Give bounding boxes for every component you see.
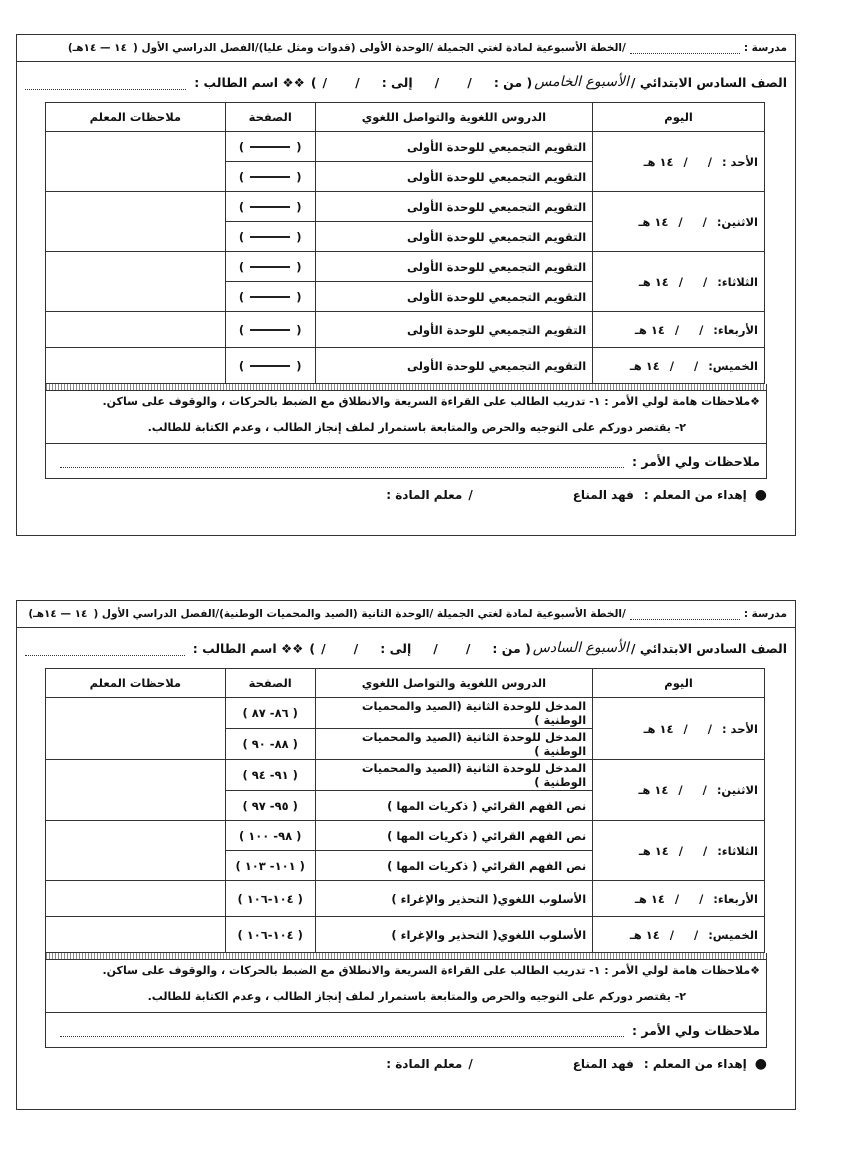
page-cell: ( ١٠٤-١٠٦ ) xyxy=(225,881,315,917)
page-cell[interactable]: () xyxy=(225,132,315,162)
lesson-cell: التقويم التجميعي للوحدة الأولى xyxy=(315,252,593,282)
table-row xyxy=(46,821,765,851)
table-row xyxy=(46,252,765,282)
week-row: الصف السادس الابتدائي / الأسبوع الخامس ( من : / / إلى : / / ) ❖❖ اسم الطالب : xyxy=(17,62,795,102)
school-label: مدرسة : xyxy=(743,608,787,620)
page-cell: ( ٨٨- ٩٠ ) xyxy=(225,729,315,760)
guardian-note-2: ٢- يقتصر دوركم على التوجيه والحرص والمتابعة باستمرار لملف إنجاز الطالب ، وعدم الكتابة للطالب. xyxy=(147,990,686,1003)
lesson-cell: نص الفهم القرائي ( ذكريات المها ) xyxy=(315,791,593,821)
plan-title: /الخطة الأسبوعية لمادة لغتي الجميلة /الوحدة الأولى (قدوات ومثل عليا)/الفصل الدراسي الأول ( xyxy=(133,42,626,54)
school-year: ١٤ — ١٤هـ) xyxy=(67,42,127,54)
to-label: إلى : xyxy=(380,640,412,656)
guardian-note-1: ❖ملاحظات هامة لولي الأمر : ١- تدريب الطالب على القراءة السريعة والانطلاق مع الضبط بالحركات ، والوقوف على ساكن. xyxy=(102,964,760,977)
student-name-label: ❖❖ اسم الطالب : xyxy=(192,640,304,656)
page-cell: ( ٩٥- ٩٧ ) xyxy=(225,791,315,821)
student-name-label: ❖❖ اسم الطالب : xyxy=(194,74,305,90)
col-lessons: الدروس اللغوية والتواصل اللغوي xyxy=(315,669,593,698)
plan-footer: ● إهداء من المعلم : فهد المناع / معلم المادة : xyxy=(386,487,767,503)
teacher-notes-cell[interactable] xyxy=(46,698,226,760)
teacher-notes-cell[interactable] xyxy=(46,821,226,881)
grade-label: الصف السادس الابتدائي / xyxy=(630,640,787,656)
student-name-field[interactable] xyxy=(25,75,186,90)
page-cell: ( ١٠١- ١٠٣ ) xyxy=(225,851,315,881)
page-cell[interactable]: () xyxy=(225,348,315,384)
col-lessons: الدروس اللغوية والتواصل اللغوي xyxy=(315,103,593,132)
teacher-notes-cell[interactable] xyxy=(46,881,226,917)
gift-label: إهداء من المعلم : xyxy=(643,1057,747,1071)
table-row xyxy=(46,312,765,348)
page-cell: ( ٩١- ٩٤ ) xyxy=(225,760,315,791)
weekly-plan-2 xyxy=(16,600,796,1110)
col-page: الصفحة xyxy=(225,103,315,132)
guardian-notes-box xyxy=(45,953,767,1048)
student-name-field[interactable] xyxy=(25,641,185,656)
day-cell: الثلاثاء://١٤ هـ xyxy=(593,821,765,881)
teacher-notes-cell[interactable] xyxy=(46,917,226,953)
teacher-name: فهد المناع xyxy=(572,1057,634,1071)
to-label: إلى : xyxy=(381,74,413,90)
table-row xyxy=(46,917,765,953)
day-cell: الاثنين://١٤ هـ xyxy=(593,760,765,821)
plan-header xyxy=(17,601,795,627)
school-year: ١٤ — ١٤هـ) xyxy=(28,608,88,620)
guardian-notes-box xyxy=(45,384,767,479)
teacher-notes-cell[interactable] xyxy=(46,348,226,384)
page-cell[interactable]: () xyxy=(225,312,315,348)
teacher-notes-cell[interactable] xyxy=(46,192,226,252)
guardian-remarks-field[interactable] xyxy=(60,1024,624,1037)
col-notes: ملاحظات المعلم xyxy=(46,103,226,132)
from-label: ( من : xyxy=(492,640,531,656)
from-label: ( من : xyxy=(493,74,533,90)
lesson-cell: التقويم التجميعي للوحدة الأولى xyxy=(315,192,593,222)
guardian-note-1: ❖ملاحظات هامة لولي الأمر : ١- تدريب الطالب على القراءة السريعة والانطلاق مع الضبط بالحركات ، والوقوف على ساكن. xyxy=(102,395,760,408)
page-cell[interactable]: () xyxy=(225,192,315,222)
guardian-remarks-field[interactable] xyxy=(60,455,624,468)
page-cell[interactable]: () xyxy=(225,222,315,252)
guardian-note-2: ٢- يقتصر دوركم على التوجيه والحرص والمتابعة باستمرار لملف إنجاز الطالب ، وعدم الكتابة للطالب. xyxy=(147,421,686,434)
lesson-cell: التقويم التجميعي للوحدة الأولى xyxy=(315,282,593,312)
lesson-cell: التقويم التجميعي للوحدة الأولى xyxy=(315,222,593,252)
page-cell[interactable]: () xyxy=(225,252,315,282)
col-day: اليوم xyxy=(593,669,765,698)
page-cell: ( ١٠٤-١٠٦ ) xyxy=(225,917,315,953)
teacher-notes-cell[interactable] xyxy=(46,132,226,192)
plan-header xyxy=(17,35,795,61)
day-cell: الأربعاء://١٤ هـ xyxy=(593,881,765,917)
bullet-icon: ● xyxy=(754,487,767,503)
day-cell: الأربعاء://١٤ هـ xyxy=(593,312,765,348)
lessons-table xyxy=(45,668,765,953)
guardian-remarks-label: ملاحظات ولي الأمر : xyxy=(632,453,760,469)
school-name-field[interactable] xyxy=(630,609,740,620)
lesson-cell: الأسلوب اللغوي( التحذير والإغراء ) xyxy=(315,881,593,917)
lesson-cell: التقويم التجميعي للوحدة الأولى xyxy=(315,348,593,384)
lesson-cell: نص الفهم القرائي ( ذكريات المها ) xyxy=(315,851,593,881)
day-cell: الثلاثاء://١٤ هـ xyxy=(593,252,765,312)
col-notes: ملاحظات المعلم xyxy=(46,669,226,698)
lesson-cell: التقويم التجميعي للوحدة الأولى xyxy=(315,162,593,192)
page-cell[interactable]: () xyxy=(225,162,315,192)
lesson-cell: المدخل للوحدة الثانية (الصيد والمحميات الوطنية ) xyxy=(315,698,593,729)
table-row xyxy=(46,760,765,791)
teacher-name: فهد المناع xyxy=(572,488,634,502)
plan-title: /الخطة الأسبوعية لمادة لغتي الجميلة /الوحدة الثانية (الصيد والمحميات الوطنية)/الفصل الدراسي الأول ( xyxy=(93,608,626,620)
lesson-cell: الأسلوب اللغوي( التحذير والإغراء ) xyxy=(315,917,593,953)
subject-teacher-label: معلم المادة : xyxy=(386,1057,463,1071)
bullet-icon: ● xyxy=(754,1056,767,1072)
hatch-divider xyxy=(46,953,766,960)
week-row: الصف السادس الابتدائي / الأسبوع السادس ( من : / / إلى : / / ) ❖❖ اسم الطالب : xyxy=(17,628,795,668)
col-page: الصفحة xyxy=(225,669,315,698)
page-cell: ( ٩٨- ١٠٠ ) xyxy=(225,821,315,851)
hatch-divider xyxy=(46,384,766,391)
lesson-cell: التقويم التجميعي للوحدة الأولى xyxy=(315,132,593,162)
page-cell: ( ٨٦- ٨٧ ) xyxy=(225,698,315,729)
lesson-cell: نص الفهم القرائي ( ذكريات المها ) xyxy=(315,821,593,851)
table-row xyxy=(46,881,765,917)
day-cell: الاثنين://١٤ هـ xyxy=(593,192,765,252)
guardian-remarks-row xyxy=(46,443,766,478)
school-label: مدرسة : xyxy=(743,42,787,54)
table-row xyxy=(46,698,765,729)
day-cell: الخميس://١٤ هـ xyxy=(593,917,765,953)
plan-footer: ● إهداء من المعلم : فهد المناع / معلم المادة : xyxy=(386,1056,767,1072)
day-cell: الأحد ://١٤ هـ xyxy=(593,698,765,760)
subject-teacher-label: معلم المادة : xyxy=(386,488,463,502)
school-name-field[interactable] xyxy=(630,43,740,54)
week-label: الأسبوع السادس xyxy=(532,640,629,656)
table-row xyxy=(46,132,765,162)
table-row xyxy=(46,192,765,222)
col-day: اليوم xyxy=(593,103,765,132)
lessons-table xyxy=(45,102,765,384)
lesson-cell: التقويم التجميعي للوحدة الأولى xyxy=(315,312,593,348)
guardian-remarks-label: ملاحظات ولي الأمر : xyxy=(632,1022,760,1038)
lesson-cell: المدخل للوحدة الثانية (الصيد والمحميات الوطنية ) xyxy=(315,760,593,791)
teacher-notes-cell[interactable] xyxy=(46,760,226,821)
week-label: الأسبوع الخامس xyxy=(534,74,629,90)
gift-label: إهداء من المعلم : xyxy=(643,488,747,502)
table-row xyxy=(46,348,765,384)
lesson-cell: المدخل للوحدة الثانية (الصيد والمحميات الوطنية ) xyxy=(315,729,593,760)
day-cell: الأحد ://١٤ هـ xyxy=(593,132,765,192)
guardian-remarks-row xyxy=(46,1012,766,1047)
grade-label: الصف السادس الابتدائي / xyxy=(630,74,787,90)
page-cell[interactable]: () xyxy=(225,282,315,312)
teacher-notes-cell[interactable] xyxy=(46,252,226,312)
teacher-notes-cell[interactable] xyxy=(46,312,226,348)
weekly-plan-1 xyxy=(16,34,796,536)
day-cell: الخميس://١٤ هـ xyxy=(593,348,765,384)
